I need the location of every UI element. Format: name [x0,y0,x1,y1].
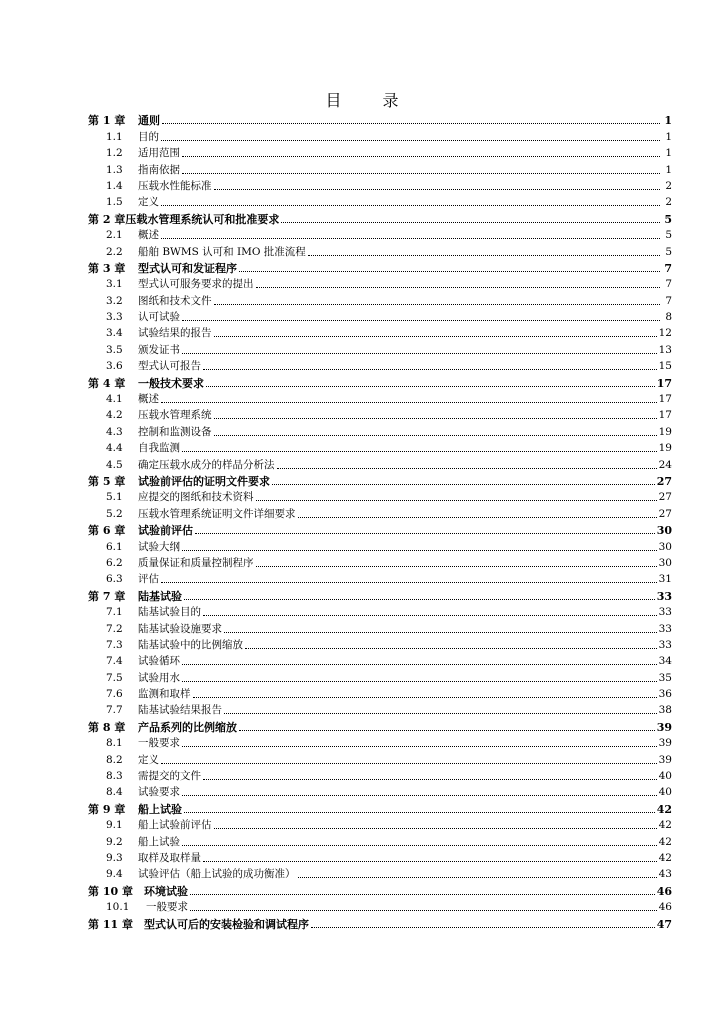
toc-entry-number: 7.1 [106,606,123,619]
toc-section-entry[interactable] [88,178,672,194]
toc-entry-number: 10.1 [106,901,130,914]
toc-entry-number: 8.2 [106,753,123,766]
toc-page-number: 39 [658,753,672,766]
toc-entry-number: 5.1 [106,491,123,504]
toc-section-entry[interactable] [88,571,672,587]
toc-leader-dots [214,828,657,829]
toc-entry-title: 陆基试验中的比例缩放 [138,638,243,651]
toc-entry-title: 试验评估（船上试验的成功衡准） [138,868,296,881]
toc-leader-dots [224,713,657,714]
toc-leader-dots [182,795,657,796]
toc-entry-title: 环境试验 [144,884,188,898]
toc-entry-title: 型式认可报告 [138,360,201,373]
toc-entry-title: 试验要求 [138,786,180,799]
toc-chapter-entry[interactable] [88,112,672,128]
toc-entry-title: 定义 [138,753,159,766]
toc-section-entry[interactable] [88,604,672,620]
toc-entry-number: 6.2 [106,556,123,569]
toc-page-number: 2 [665,196,672,209]
toc-entry-title: 试验前评估 [138,524,193,538]
toc-entry-number: 9.1 [106,819,123,832]
toc-entry-title: 试验大纲 [138,540,180,553]
toc-entry-number: 7.6 [106,688,123,701]
toc-entry-number: 第 4 章 [88,376,126,390]
toc-leader-dots [308,255,660,256]
toc-section-entry[interactable] [88,899,672,915]
toc-page-number: 13 [658,343,672,356]
toc-section-entry[interactable] [88,505,672,521]
toc-entry-title: 船上试验 [138,835,180,848]
toc-title: 目 录 [325,91,417,110]
toc-page-number: 1 [664,114,672,128]
toc-entry-number: 第 7 章 [88,589,126,603]
toc-section-entry[interactable] [88,637,672,653]
toc-leader-dots [214,304,661,305]
toc-leader-dots [311,927,655,928]
toc-page-number: 30 [658,540,672,553]
toc-leader-dots [182,353,657,354]
toc-entry-number: 3.6 [106,360,123,373]
toc-entry-number: 7.7 [106,704,123,717]
toc-page-number: 36 [658,688,672,701]
toc-entry-title: 试验前评估的证明文件要求 [138,474,270,488]
toc-entry-title: 陆基试验目的 [138,606,201,619]
toc-page-number: 34 [658,655,672,668]
toc-entry-title: 定义 [138,196,159,209]
toc-chapter-entry[interactable] [88,718,672,734]
toc-leader-dots [190,910,657,911]
toc-entry-number: 第 9 章 [88,802,126,816]
toc-page-number: 5 [665,245,672,258]
toc-entry-number: 第 5 章 [88,474,126,488]
toc-leader-dots [182,845,657,846]
toc-entry-number: 7.5 [106,671,123,684]
toc-page-number: 39 [656,720,672,734]
toc-page-number: 42 [656,802,672,816]
toc-leader-dots [256,287,661,288]
toc-leader-dots [239,730,655,731]
toc-entry-number: 2.2 [106,245,123,258]
toc-entry-number: 3.5 [106,343,123,356]
toc-page-number: 27 [658,507,672,520]
toc-leader-dots [182,664,657,665]
toc-leader-dots [256,566,657,567]
table-of-contents [88,112,672,932]
toc-page-number: 2 [665,179,672,192]
toc-chapter-entry[interactable] [88,522,672,538]
toc-leader-dots [272,484,655,485]
toc-page-number: 33 [658,606,672,619]
toc-section-entry[interactable] [88,653,672,669]
toc-section-entry[interactable] [88,538,672,554]
toc-entry-title: 颁发证书 [138,343,180,356]
toc-page-number: 7 [664,261,672,275]
toc-section-entry[interactable] [88,735,672,751]
toc-entry-title: 陆基试验 [138,589,182,603]
toc-page-number: 43 [658,868,672,881]
toc-entry-number: 2.1 [106,229,123,242]
toc-leader-dots [184,599,655,600]
toc-section-entry[interactable] [88,391,672,407]
toc-section-entry[interactable] [88,161,672,177]
toc-entry-number: 9.3 [106,851,123,864]
toc-page-number: 7 [665,294,672,307]
toc-section-entry[interactable] [88,768,672,784]
toc-entry-title: 船上试验 [138,802,182,816]
toc-entry-number: 第 11 章 [88,917,133,931]
toc-section-entry[interactable] [88,669,672,685]
toc-leader-dots [214,435,657,436]
toc-page-number: 42 [658,835,672,848]
toc-page-number: 5 [665,229,672,242]
toc-page-number: 19 [658,442,672,455]
toc-entry-number: 7.4 [106,655,123,668]
toc-chapter-entry[interactable] [88,800,672,816]
toc-section-entry[interactable] [88,325,672,341]
toc-section-entry[interactable] [88,751,672,767]
toc-entry-number: 7.2 [106,622,123,635]
toc-entry-title: 压载水管理系统证明文件详细要求 [138,507,296,520]
toc-section-entry[interactable] [88,423,672,439]
toc-page-number: 1 [665,147,672,160]
toc-entry-title: 试验循环 [138,655,180,668]
toc-section-entry[interactable] [88,292,672,308]
toc-page-number: 1 [665,130,672,143]
toc-entry-title: 指南依据 [138,163,180,176]
toc-entry-number: 1.4 [106,179,123,192]
toc-entry-title: 陆基试验结果报告 [138,704,222,717]
toc-entry-number: 第 10 章 [88,884,133,898]
toc-leader-dots [193,697,657,698]
toc-entry-number: 1.2 [106,147,123,160]
toc-entry-number: 4.4 [106,442,123,455]
toc-leader-dots [182,681,657,682]
toc-entry-number: 7.3 [106,638,123,651]
toc-leader-dots [214,189,661,190]
toc-page-number: 40 [658,786,672,799]
toc-entry-title: 一般要求 [138,737,180,750]
toc-section-entry[interactable] [88,145,672,161]
toc-leader-dots [161,402,657,403]
toc-leader-dots [182,320,660,321]
toc-section-entry[interactable] [88,407,672,423]
toc-section-entry[interactable] [88,620,672,636]
toc-chapter-entry[interactable] [88,374,672,390]
toc-leader-dots [182,156,660,157]
toc-section-entry[interactable] [88,686,672,702]
toc-entry-title: 型式认可后的安装检验和调试程序 [144,917,309,931]
toc-entry-number: 1.1 [106,130,123,143]
toc-chapter-entry[interactable] [88,260,672,276]
toc-section-entry[interactable] [88,227,672,243]
toc-entry-number: 9.4 [106,868,123,881]
toc-leader-dots [161,238,660,239]
toc-entry-number: 4.1 [106,393,123,406]
toc-page-number: 17 [658,409,672,422]
toc-leader-dots [161,582,657,583]
toc-section-entry[interactable] [88,440,672,456]
toc-entry-title: 取样及取样量 [138,851,201,864]
toc-entry-title: 试验结果的报告 [138,327,212,340]
toc-entry-title: 型式认可和发证程序 [138,261,237,275]
toc-entry-number: 6.1 [106,540,123,553]
toc-entry-number: 9.2 [106,835,123,848]
toc-page-number: 38 [658,704,672,717]
toc-section-entry[interactable] [88,128,672,144]
toc-section-entry[interactable] [88,309,672,325]
toc-entry-number: 3.3 [106,311,123,324]
toc-entry-title: 型式认可服务要求的提出 [138,278,254,291]
toc-leader-dots [203,861,657,862]
toc-section-entry[interactable] [88,866,672,882]
toc-page-number: 27 [658,491,672,504]
toc-leader-dots [182,550,657,551]
toc-entry-title: 一般要求 [146,901,188,914]
toc-page-number: 46 [656,884,672,898]
toc-entry-title: 认可试验 [138,311,180,324]
toc-page-number: 33 [656,589,672,603]
toc-leader-dots [256,500,657,501]
toc-entry-number: 1.5 [106,196,123,209]
toc-entry-number: 3.1 [106,278,123,291]
toc-entry-number: 8.4 [106,786,123,799]
toc-leader-dots [298,877,657,878]
toc-page-number: 47 [656,917,672,931]
toc-leader-dots [195,533,655,534]
toc-leader-dots [182,746,657,747]
toc-page-number: 19 [658,425,672,438]
toc-entry-title: 自我监测 [138,442,180,455]
toc-page-number: 42 [658,819,672,832]
toc-entry-number: 4.5 [106,458,123,471]
toc-leader-dots [277,468,657,469]
toc-section-entry[interactable] [88,194,672,210]
toc-section-entry[interactable] [88,489,672,505]
toc-section-entry[interactable] [88,358,672,374]
toc-entry-number: 6.3 [106,573,123,586]
toc-page-number: 39 [658,737,672,750]
toc-leader-dots [203,369,657,370]
toc-leader-dots [182,173,660,174]
toc-leader-dots [245,648,657,649]
toc-section-entry[interactable] [88,243,672,259]
toc-entry-title: 概述 [138,229,159,242]
toc-entry-title: 图纸和技术文件 [138,294,212,307]
toc-entry-title: 需提交的文件 [138,770,201,783]
toc-leader-dots [206,386,655,387]
toc-chapter-entry[interactable] [88,882,672,898]
toc-page-number: 33 [658,638,672,651]
toc-leader-dots [161,205,660,206]
toc-section-entry[interactable] [88,817,672,833]
toc-entry-number: 3.4 [106,327,123,340]
toc-section-entry[interactable] [88,702,672,718]
toc-entry-number: 1.3 [106,163,123,176]
toc-entry-number: 4.2 [106,409,123,422]
toc-page-number: 24 [658,458,672,471]
toc-page-number: 8 [665,311,672,324]
toc-leader-dots [162,123,660,124]
toc-leader-dots [239,271,660,272]
toc-page-number: 7 [665,278,672,291]
toc-entry-number: 第 6 章 [88,524,126,538]
toc-entry-title: 监测和取样 [138,688,191,701]
toc-page-number: 17 [656,376,672,390]
toc-entry-title: 适用范围 [138,147,180,160]
toc-page-number: 31 [658,573,672,586]
toc-section-entry[interactable] [88,456,672,472]
toc-page-number: 33 [658,622,672,635]
toc-entry-title: 通则 [138,114,160,128]
toc-entry-number: 第 8 章 [88,720,126,734]
toc-chapter-entry[interactable] [88,473,672,489]
toc-entry-number: 第 3 章 [88,261,126,275]
toc-chapter-entry[interactable] [88,210,672,226]
toc-entry-title: 评估 [138,573,159,586]
toc-entry-number: 5.2 [106,507,123,520]
toc-page-number: 12 [658,327,672,340]
toc-page-number: 17 [658,393,672,406]
toc-entry-title: 确定压载水成分的样品分析法 [138,458,275,471]
toc-entry-title: 概述 [138,393,159,406]
toc-section-entry[interactable] [88,784,672,800]
toc-page-number: 5 [664,212,672,226]
toc-entry-title: 陆基试验设施要求 [138,622,222,635]
toc-entry-title: 质量保证和质量控制程序 [138,556,254,569]
toc-leader-dots [161,140,660,141]
toc-entry-title: 一般技术要求 [138,376,204,390]
toc-entry-title: 产品系列的比例缩放 [138,720,237,734]
toc-entry-title: 船上试验前评估 [138,819,212,832]
toc-leader-dots [190,894,655,895]
toc-entry-title: 船舶 BWMS 认可和 IMO 批准流程 [138,245,306,258]
toc-leader-dots [203,779,657,780]
toc-entry-number: 第 2 章 [88,212,126,226]
toc-entry-number: 第 1 章 [88,114,126,128]
toc-entry-title: 压载水管理系统认可和批准要求 [125,212,280,226]
toc-entry-number: 4.3 [106,425,123,438]
toc-entry-number: 3.2 [106,294,123,307]
toc-leader-dots [298,517,657,518]
toc-entry-title: 压载水性能标准 [138,179,212,192]
toc-page-number: 30 [656,524,672,538]
toc-leader-dots [214,418,657,419]
toc-leader-dots [203,615,657,616]
toc-entry-number: 8.3 [106,770,123,783]
toc-leader-dots [182,451,657,452]
toc-page-number: 42 [658,851,672,864]
toc-entry-title: 控制和监测设备 [138,425,212,438]
toc-page-number: 1 [665,163,672,176]
toc-leader-dots [214,336,657,337]
toc-section-entry[interactable] [88,555,672,571]
toc-chapter-entry[interactable] [88,587,672,603]
toc-leader-dots [224,632,657,633]
toc-section-entry[interactable] [88,850,672,866]
toc-page-number: 27 [656,474,672,488]
toc-entry-title: 压载水管理系统 [138,409,212,422]
toc-section-entry[interactable] [88,833,672,849]
toc-page-number: 40 [658,770,672,783]
toc-page-number: 30 [658,556,672,569]
toc-entry-title: 目的 [138,130,159,143]
toc-leader-dots [184,812,655,813]
toc-entry-number: 8.1 [106,737,123,750]
toc-section-entry[interactable] [88,341,672,357]
toc-page-number: 35 [658,671,672,684]
toc-chapter-entry[interactable] [88,915,672,931]
toc-page-number: 46 [658,901,672,914]
toc-section-entry[interactable] [88,276,672,292]
toc-entry-title: 应提交的图纸和技术资料 [138,491,254,504]
toc-leader-dots [161,763,657,764]
toc-entry-title: 试验用水 [138,671,180,684]
toc-page-number: 15 [658,360,672,373]
toc-leader-dots [281,222,660,223]
